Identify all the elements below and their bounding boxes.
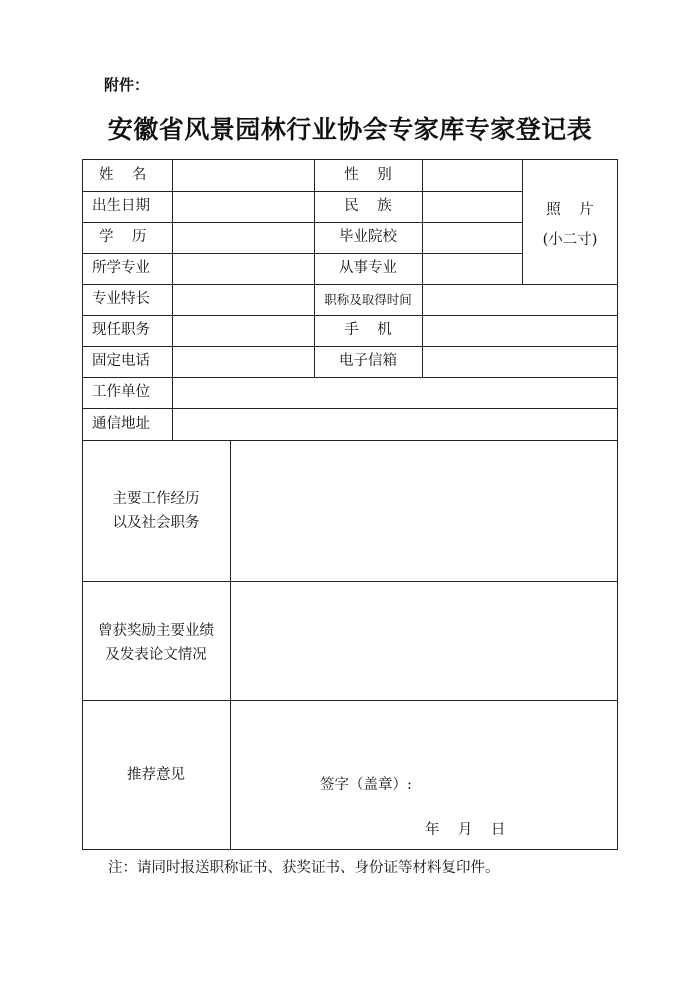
- border-right: [617, 159, 618, 850]
- birth-date-field[interactable]: [173, 192, 314, 222]
- employer-field[interactable]: [173, 378, 617, 408]
- ethnicity-field[interactable]: [423, 192, 522, 222]
- profession-field[interactable]: [423, 254, 522, 284]
- label-address: 通信地址: [92, 416, 150, 432]
- label-email: 电子信箱: [339, 353, 397, 369]
- footnote: 注：请同时报送职称证书、获奖证书、身份证等材料复印件。: [108, 860, 500, 876]
- label-mobile: 手 机: [344, 322, 392, 338]
- date-label: 年 月 日: [425, 822, 506, 838]
- label-work-history-2: 以及社会职务: [112, 515, 200, 531]
- label-title-and-date: 职称及取得时间: [324, 292, 412, 307]
- work-history-field[interactable]: [231, 441, 617, 581]
- label-landline: 固定电话: [92, 353, 150, 369]
- label-specialty: 专业特长: [92, 291, 150, 307]
- mobile-field[interactable]: [423, 316, 617, 346]
- label-major: 所学专业: [92, 260, 150, 276]
- border-bottom: [82, 849, 618, 850]
- label-recommendation: 推荐意见: [127, 767, 185, 783]
- recommendation-field[interactable]: [231, 701, 617, 849]
- major-field[interactable]: [173, 254, 314, 284]
- name-field[interactable]: [173, 160, 314, 191]
- landline-field[interactable]: [173, 347, 314, 377]
- form-title: 安徽省风景园林行业协会专家库专家登记表: [107, 115, 593, 144]
- label-employer: 工作单位: [92, 384, 150, 400]
- registration-form: [82, 159, 618, 850]
- photo-size-label: (小二寸): [542, 232, 598, 248]
- label-birth-date: 出生日期: [92, 198, 150, 214]
- label-current-position: 现任职务: [92, 322, 150, 338]
- label-name: 姓 名: [99, 167, 147, 183]
- label-awards-1: 曾获奖励主要业绩: [98, 623, 214, 639]
- label-graduated-school: 毕业院校: [339, 229, 397, 245]
- awards-field[interactable]: [231, 582, 617, 700]
- gender-field[interactable]: [423, 160, 522, 191]
- graduated-school-field[interactable]: [423, 223, 522, 253]
- label-awards-2: 及发表论文情况: [105, 647, 207, 663]
- education-field[interactable]: [173, 223, 314, 253]
- label-gender: 性 别: [344, 167, 392, 183]
- current-position-field[interactable]: [173, 316, 314, 346]
- title-and-date-field[interactable]: [423, 285, 617, 315]
- label-profession: 从事专业: [339, 260, 397, 276]
- photo-field[interactable]: [523, 160, 617, 284]
- specialty-field[interactable]: [173, 285, 314, 315]
- address-field[interactable]: [173, 409, 617, 440]
- attachment-label: 附件：: [104, 76, 150, 94]
- label-work-history-1: 主要工作经历: [112, 491, 200, 507]
- email-field[interactable]: [423, 347, 617, 377]
- label-ethnicity: 民 族: [344, 198, 392, 214]
- photo-label: 照 片: [546, 202, 594, 218]
- signature-label: 签字（盖章）:: [320, 777, 412, 793]
- label-education: 学 历: [99, 229, 147, 245]
